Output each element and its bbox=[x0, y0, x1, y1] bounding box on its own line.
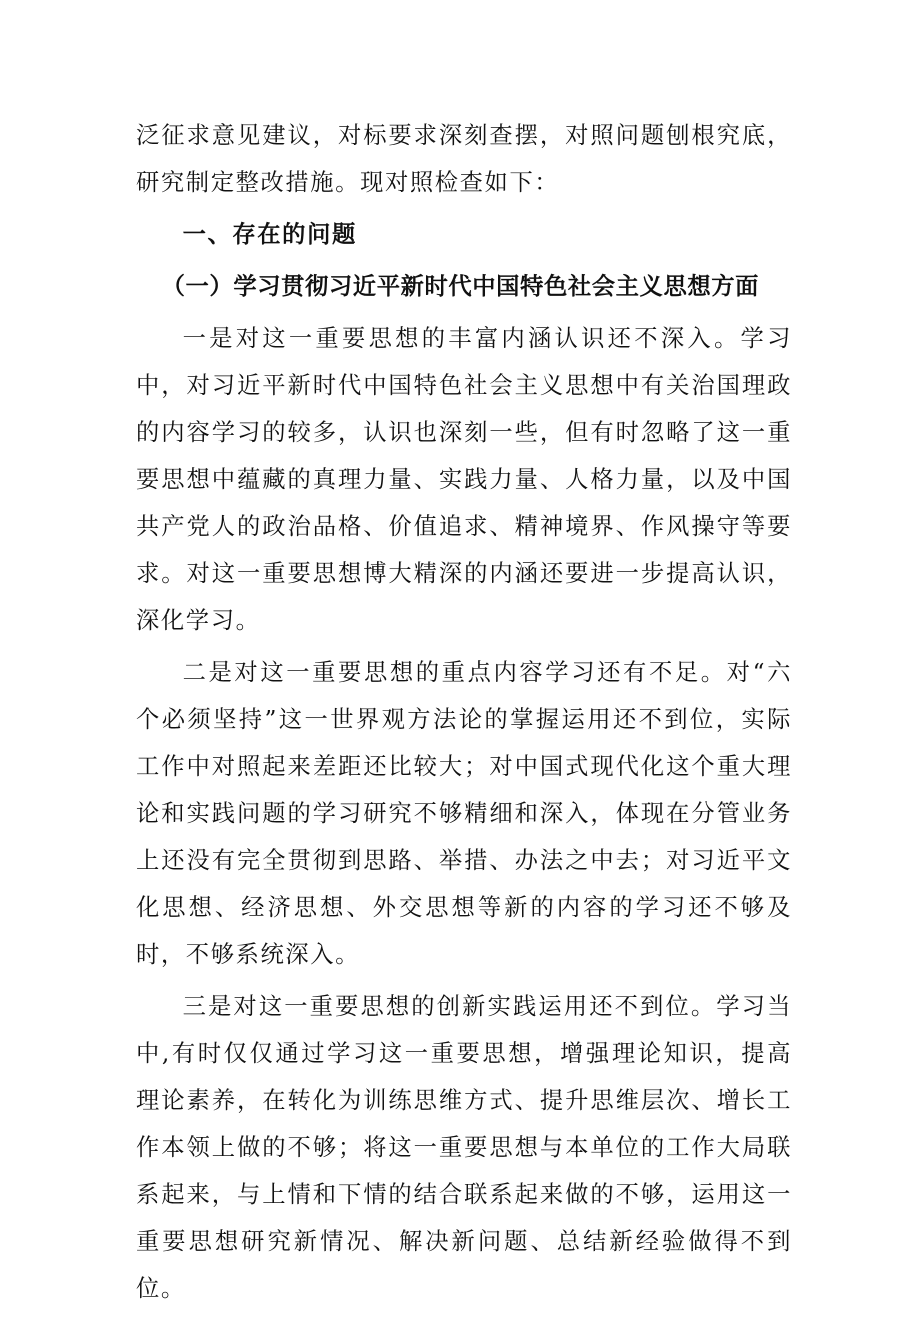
intro-paragraph: 泛征求意见建议，对标要求深刻查摆，对照问题刨根究底，研究制定整改措施。现对照检查如下： bbox=[136, 122, 792, 196]
document-body bbox=[136, 112, 792, 1317]
body-paragraph-2: 二是对这一重要思想的重点内容学习还有不足。对“六个必须坚持”这一世界观方法论的掌握运用还不到位，实际工作中对照起来差距还比较大；对中国式现代化这个重大理论和实践问题的学习研究不够精细和深入，体现在分管业务上还没有完全贯彻到思路、举措、办法之中去；对习近平文化思想、经济思想、外交思想等新的内容的学习还不够及时，不够系统深入。 bbox=[136, 659, 792, 968]
section-heading: 一、存在的问题 bbox=[182, 221, 357, 248]
body-paragraph-1: 一是对这一重要思想的丰富内涵认识还不深入。学习中，对习近平新时代中国特色社会主义思想中有关治国理政的内容学习的较多，认识也深刻一些，但有时忽略了这一重要思想中蕴藏的真理力量、实践力量、人格力量，以及中国共产党人的政治品格、价值追求、精神境界、作风操守等要求。对这一重要思想博大精深的内涵还要进一步提高认识，深化学习。 bbox=[136, 325, 792, 634]
subsection-heading: （一）学习贯彻习近平新时代中国特色社会主义思想方面 bbox=[161, 273, 760, 300]
body-paragraph-3: 三是对这一重要思想的创新实践运用还不到位。学习当中,有时仅仅通过学习这一重要思想，增强理论知识，提高理论素养，在转化为训练思维方式、提升思维层次、增长工作本领上做的不够；将这一重要思想与本单位的工作大局联系起来，与上情和下情的结合联系起来做的不够，运用这一重要思想研究新情况、解决新问题、总结新经验做得不到位。 bbox=[136, 993, 792, 1302]
